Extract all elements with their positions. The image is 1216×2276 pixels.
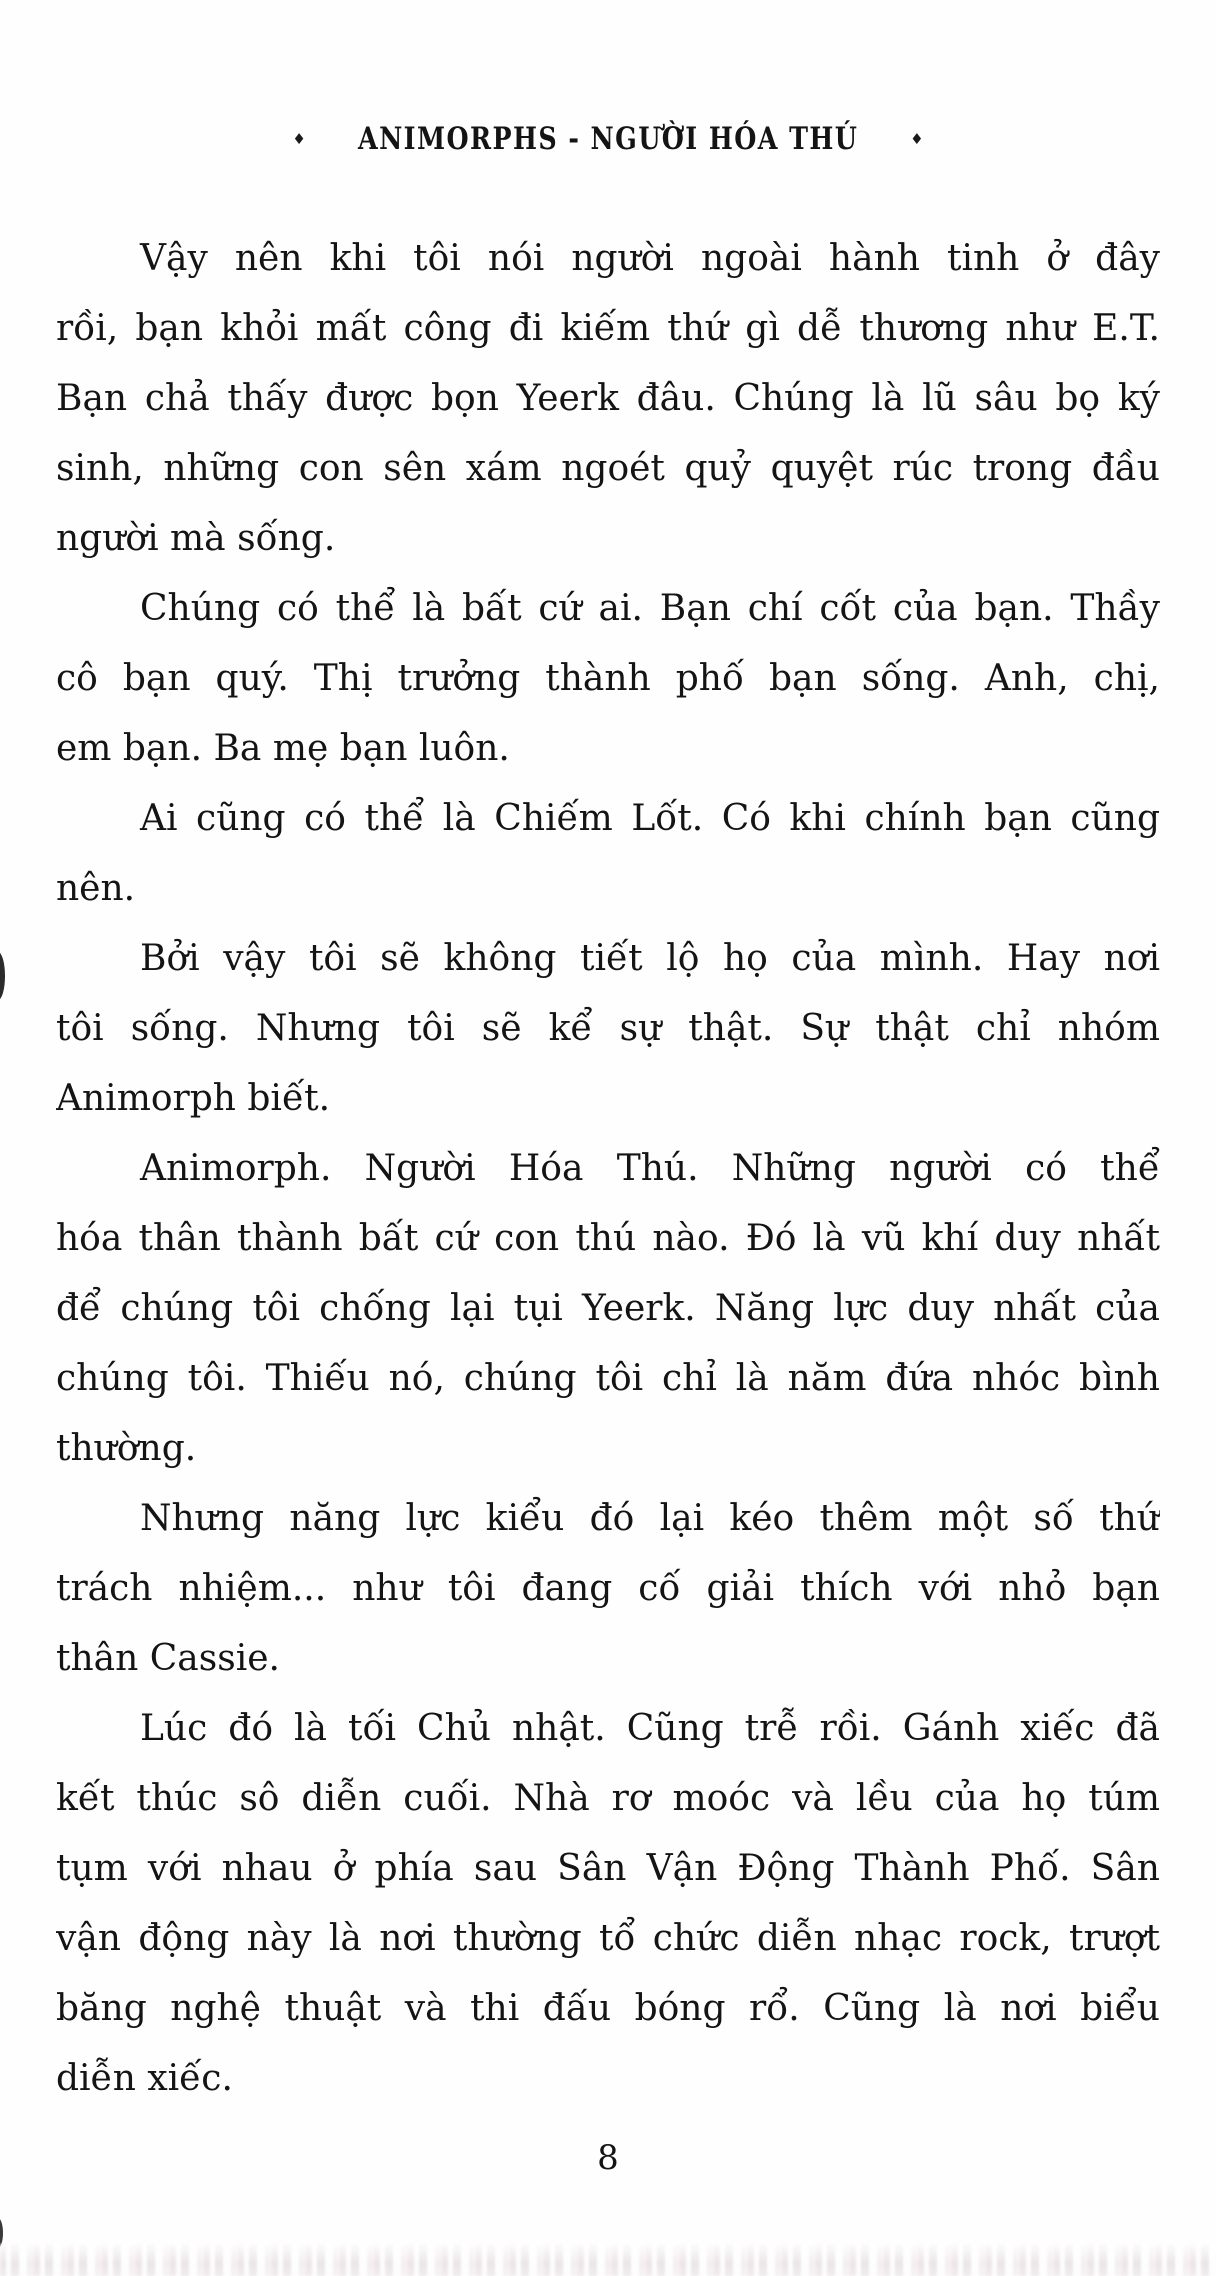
paragraph bbox=[56, 1694, 1160, 2114]
book-title-header: ANIMORPHS - NGƯỜI HÓA THÚ bbox=[357, 121, 859, 158]
text-line: Animorph. Người Hóa Thú. Những người có thể bbox=[140, 1148, 1160, 1189]
text-line: nên. bbox=[56, 868, 136, 909]
body-text bbox=[56, 224, 1160, 2114]
text-line: kết thúc sô diễn cuối. Nhà rơ moóc và lều của họ túm bbox=[56, 1778, 1160, 1819]
text-line: người mà sống. bbox=[56, 518, 336, 559]
text-line: Ai cũng có thể là Chiếm Lốt. Có khi chính bạn cũng bbox=[140, 798, 1160, 839]
page-number: 8 bbox=[597, 2138, 619, 2178]
text-line: em bạn. Ba mẹ bạn luôn. bbox=[56, 728, 510, 769]
diamond-bullet-icon: ♦ bbox=[910, 130, 924, 148]
text-line: tụm với nhau ở phía sau Sân Vận Động Thành Phố. Sân bbox=[56, 1848, 1160, 1889]
diamond-bullet-icon: ♦ bbox=[292, 130, 306, 148]
text-line: thân Cassie. bbox=[56, 1638, 280, 1679]
text-line: để chúng tôi chống lại tụi Yeerk. Năng lực duy nhất của bbox=[56, 1288, 1160, 1329]
text-line: Vậy nên khi tôi nói người ngoài hành tinh ở đây bbox=[140, 238, 1160, 279]
paragraph bbox=[56, 924, 1160, 1134]
scan-artifact bbox=[0, 952, 5, 1000]
text-line: tôi sống. Nhưng tôi sẽ kể sự thật. Sự thật chỉ nhóm bbox=[56, 1008, 1160, 1049]
text-line: Bạn chả thấy được bọn Yeerk đâu. Chúng là lũ sâu bọ ký bbox=[56, 378, 1160, 419]
text-line: diễn xiếc. bbox=[56, 2058, 233, 2099]
text-line: sinh, những con sên xám ngoét quỷ quyệt rúc trong đầu bbox=[56, 448, 1160, 489]
text-line: vận động này là nơi thường tổ chức diễn nhạc rock, trượt bbox=[56, 1918, 1160, 1959]
text-line: hóa thân thành bất cứ con thú nào. Đó là vũ khí duy nhất bbox=[56, 1218, 1160, 1259]
paragraph bbox=[56, 1134, 1160, 1484]
text-line: cô bạn quý. Thị trưởng thành phố bạn sống. Anh, chị, bbox=[56, 658, 1160, 699]
text-line: thường. bbox=[56, 1428, 197, 1469]
text-line: Nhưng năng lực kiểu đó lại kéo thêm một số thứ bbox=[140, 1498, 1160, 1539]
paragraph bbox=[56, 1484, 1160, 1694]
page-footer bbox=[0, 2136, 1216, 2180]
paragraph bbox=[56, 784, 1160, 924]
text-line: băng nghệ thuật và thi đấu bóng rổ. Cũng là nơi biểu bbox=[56, 1988, 1160, 2029]
text-line: rồi, bạn khỏi mất công đi kiếm thứ gì dễ thương như E.T. bbox=[56, 308, 1160, 349]
text-line: trách nhiệm... như tôi đang cố giải thích với nhỏ bạn bbox=[56, 1568, 1160, 1609]
text-line: Bởi vậy tôi sẽ không tiết lộ họ của mình. Hay nơi bbox=[140, 938, 1160, 979]
text-line: Animorph biết. bbox=[56, 1078, 331, 1119]
paragraph bbox=[56, 224, 1160, 574]
text-line: Lúc đó là tối Chủ nhật. Cũng trễ rồi. Gánh xiếc đã bbox=[140, 1708, 1160, 1749]
text-line: Chúng có thể là bất cứ ai. Bạn chí cốt của bạn. Thầy bbox=[140, 588, 1160, 629]
running-header bbox=[0, 121, 1216, 158]
paragraph bbox=[56, 574, 1160, 784]
text-line: chúng tôi. Thiếu nó, chúng tôi chỉ là năm đứa nhóc bình bbox=[56, 1358, 1160, 1399]
scan-noise-band bbox=[0, 2244, 1216, 2276]
